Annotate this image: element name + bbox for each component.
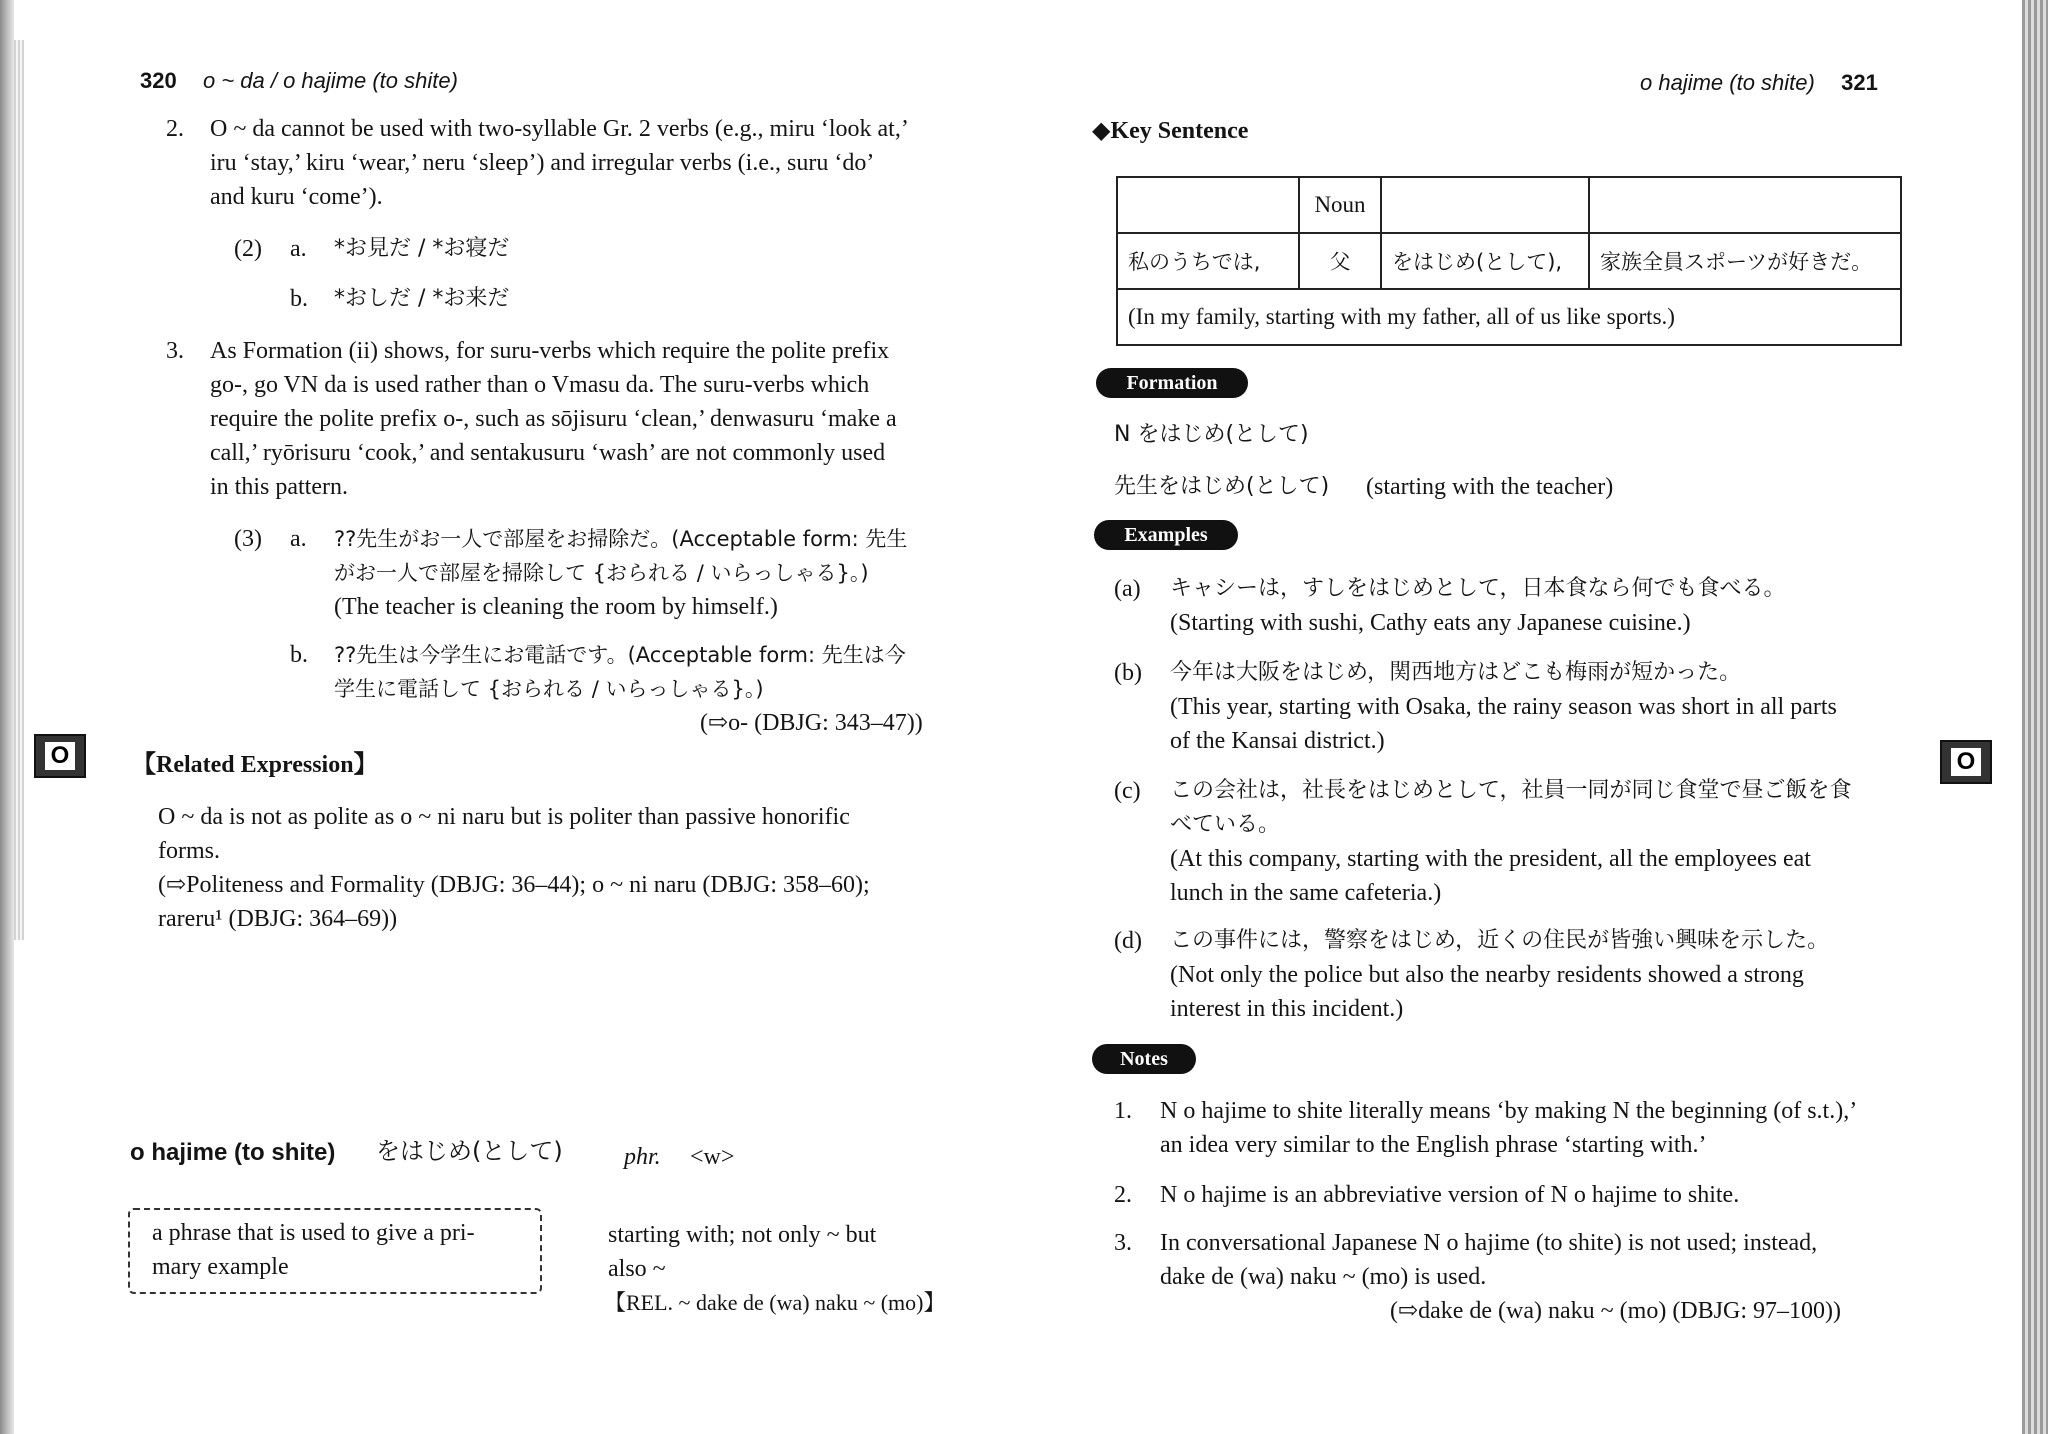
key-cell-topic: 私のうちでは, (1117, 233, 1299, 289)
formation-example-japanese: 先生をはじめ(として) (1114, 474, 1330, 499)
page-edge-left-texture (14, 40, 24, 940)
left-thumb-index-tab: O (34, 734, 86, 778)
example-2a-label: a. (290, 236, 307, 262)
entry-related-reference: 【REL. ~ dake de (wa) naku ~ (mo)】 (604, 1290, 946, 1315)
example-3b-line-1: ??先生は今学生にお電話です。(Acceptable form: 先生は今 (334, 643, 906, 667)
page-edge-left (0, 0, 14, 1434)
related-line-4: rareru¹ (DBJG: 364–69)) (158, 906, 398, 932)
key-cell-pattern: をはじめ(として), (1381, 233, 1589, 289)
entry-headword: o hajime (to shite) (130, 1139, 336, 1166)
note2-line-1: O ~ da cannot be used with two-syllable Gr. 2 verbs (e.g., miru ‘look at,’ (210, 116, 909, 142)
left-page-number: 320 (140, 68, 177, 93)
right-running-title: o hajime (to shite) (1640, 70, 1815, 95)
entry-part-of-speech: phr. (624, 1144, 661, 1170)
example-c-japanese-1: この会社は，社長をはじめとして，社員一同が同じ食堂で昼ご飯を食 (1170, 778, 1852, 803)
example-b-english-1: (This year, starting with Osaka, the rainy season was short in all parts (1170, 694, 1837, 720)
example-c-label: (c) (1114, 778, 1141, 804)
example-2a-text: *お見だ / *お寝だ (334, 236, 510, 261)
example-d-japanese: この事件には，警察をはじめ，近くの住民が皆強い興味を示した。 (1170, 928, 1830, 953)
example-a-english: (Starting with sushi, Cathy eats any Japanese cuisine.) (1170, 610, 1691, 636)
notes-2-number: 2. (1114, 1182, 1132, 1208)
left-page-header (140, 64, 458, 98)
related-line-1: O ~ da is not as polite as o ~ ni naru but is politer than passive honorific (158, 804, 850, 830)
notes-3-line-2: dake de (wa) naku ~ (mo) is used. (1160, 1264, 1487, 1290)
example-a-label: (a) (1114, 576, 1141, 602)
entry-register: <w> (690, 1144, 735, 1170)
notes-3-number: 3. (1114, 1230, 1132, 1256)
example-2b-label: b. (290, 286, 308, 312)
note3-line-1: As Formation (ii) shows, for suru-verbs which require the polite prefix (210, 338, 890, 364)
right-page-header (1640, 66, 1878, 100)
note3-line-2: go-, go VN da is used rather than o Vmasu da. The suru-verbs which (210, 372, 870, 398)
notes-1-line-1: N o hajime to shite literally means ‘by making N the beginning (of s.t.),’ (1160, 1098, 1858, 1124)
key-cell-noun: 父 (1299, 233, 1381, 289)
entry-headword-japanese: をはじめ(として) (376, 1137, 563, 1165)
entry-gloss-line-2: also ~ (608, 1256, 666, 1282)
example-b-label: (b) (1114, 660, 1142, 686)
example-3a-line-1: ??先生がお一人で部屋をお掃除だ。(Acceptable form: 先生 (334, 527, 908, 551)
formation-label: Formation (1096, 368, 1248, 398)
example-3b-line-2: 学生に電話して {おられる / いらっしゃる}。) (334, 677, 764, 701)
note3-line-4: call,’ ryōrisuru ‘cook,’ and sentakusuru ‘wash’ are not commonly used (210, 440, 886, 466)
related-line-2: forms. (158, 838, 220, 864)
entry-definition-line-1: a phrase that is used to give a pri- (152, 1220, 475, 1246)
examples-label: Examples (1094, 520, 1238, 550)
example-c-english-1: (At this company, starting with the president, all the employees eat (1170, 846, 1811, 872)
entry-definition-line-2: mary example (152, 1254, 289, 1280)
note3-line-5: in this pattern. (210, 474, 348, 500)
key-noun-label: Noun (1299, 177, 1381, 233)
notes-3-line-1: In conversational Japanese N o hajime (to shite) is not used; instead, (1160, 1230, 1818, 1256)
entry-gloss-line-1: starting with; not only ~ but (608, 1222, 877, 1248)
example-a-japanese: キャシーは，すしをはじめとして，日本食なら何でも食べる。 (1170, 576, 1786, 601)
key-sentence-heading: ◆Key Sentence (1092, 118, 1249, 144)
related-line-3: (⇨Politeness and Formality (DBJG: 36–44); o ~ ni naru (DBJG: 358–60); (158, 872, 870, 898)
key-cell-empty-3 (1589, 177, 1901, 233)
notes-cross-reference: (⇨dake de (wa) naku ~ (mo) (DBJG: 97–100)) (1390, 1298, 1841, 1324)
example-3b-label: b. (290, 642, 308, 668)
right-thumb-index-tab: O (1940, 740, 1992, 784)
notes-2-line-1: N o hajime is an abbreviative version of N o hajime to shite. (1160, 1182, 1740, 1208)
example-2b-text: *おしだ / *お来だ (334, 286, 510, 311)
note2-line-3: and kuru ‘come’). (210, 184, 383, 210)
example-c-english-2: lunch in the same cafeteria.) (1170, 880, 1442, 906)
related-expression-heading: 【Related Expression】 (132, 752, 378, 778)
notes-label: Notes (1092, 1044, 1196, 1074)
key-cell-empty-2 (1381, 177, 1589, 233)
example-c-japanese-2: べている。 (1170, 812, 1281, 837)
note3-line-3: require the polite prefix o-, such as sōjisuru ‘clean,’ denwasuru ‘make a (210, 406, 897, 432)
example-d-english-1: (Not only the police but also the nearby residents showed a strong (1170, 962, 1804, 988)
key-cell-predicate: 家族全員スポーツが好きだ。 (1589, 233, 1901, 289)
formation-example-english: (starting with the teacher) (1366, 474, 1614, 500)
key-sentence-translation: (In my family, starting with my father, all of us like sports.) (1117, 289, 1901, 345)
example-b-english-2: of the Kansai district.) (1170, 728, 1385, 754)
notes-1-line-2: an idea very similar to the English phrase ‘starting with.’ (1160, 1132, 1707, 1158)
notes-1-number: 1. (1114, 1098, 1132, 1124)
example-d-label: (d) (1114, 928, 1142, 954)
note3-cross-reference: (⇨o- (DBJG: 343–47)) (700, 710, 923, 736)
right-page-number: 321 (1841, 70, 1878, 95)
key-sentence-table (1116, 176, 1902, 346)
example-3a-label: a. (290, 526, 307, 552)
formation-pattern: N をはじめ(として) (1114, 422, 1309, 447)
note3-number: 3. (166, 338, 184, 364)
left-running-title: o ~ da / o hajime (to shite) (202, 68, 458, 93)
example-b-japanese: 今年は大阪をはじめ，関西地方はどこも梅雨が短かった。 (1170, 660, 1742, 685)
example-2-number: (2) (234, 236, 262, 262)
example-3-number: (3) (234, 526, 262, 552)
note2-number: 2. (166, 116, 184, 142)
page-edge-right (2022, 0, 2048, 1434)
note2-line-2: iru ‘stay,’ kiru ‘wear,’ neru ‘sleep’) and irregular verbs (i.e., suru ‘do’ (210, 150, 875, 176)
example-3a-translation: (The teacher is cleaning the room by himself.) (334, 594, 778, 620)
example-d-english-2: interest in this incident.) (1170, 996, 1404, 1022)
key-cell-empty-1 (1117, 177, 1299, 233)
example-3a-line-2: がお一人で部屋を掃除して {おられる / いらっしゃる}。) (334, 561, 869, 585)
